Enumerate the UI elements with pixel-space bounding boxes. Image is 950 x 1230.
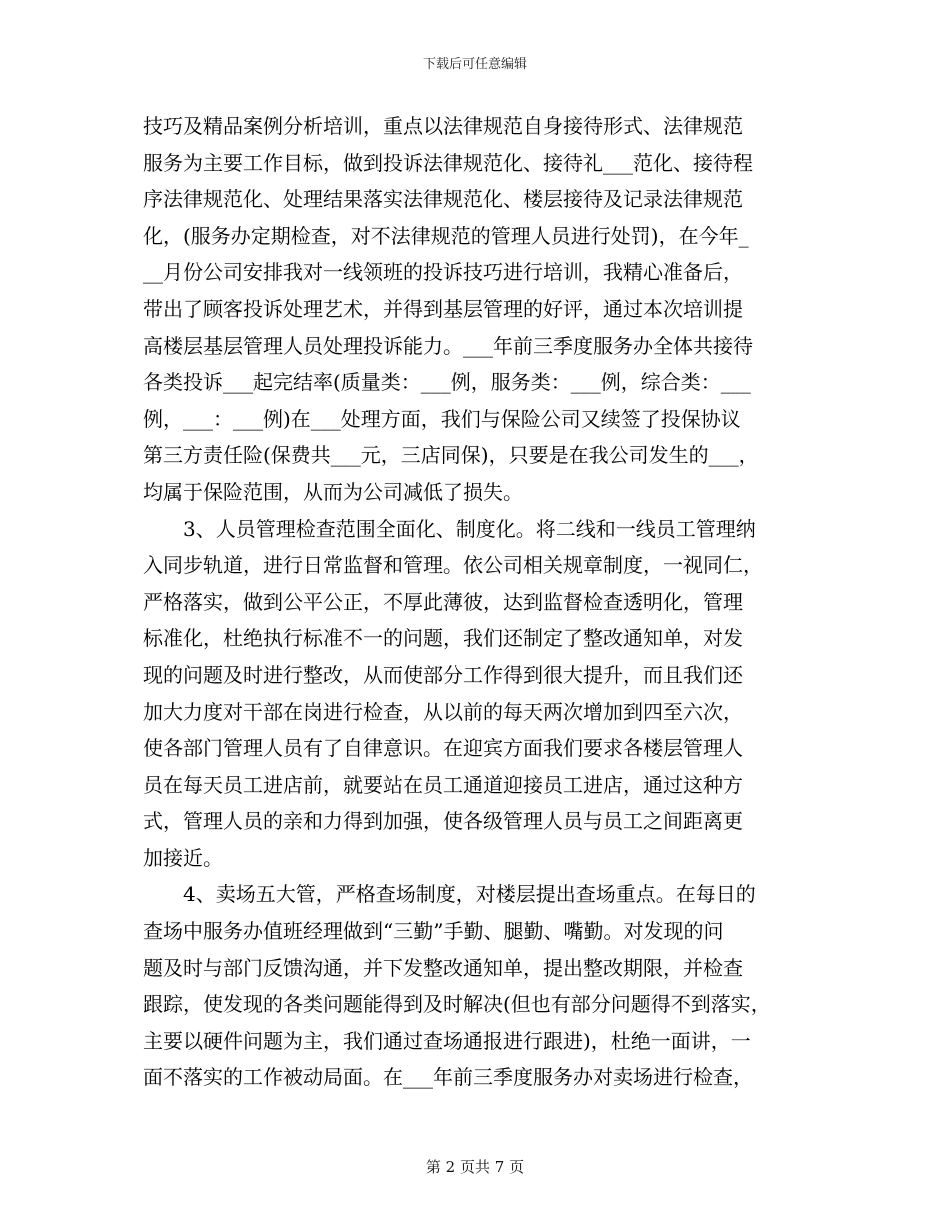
paragraph bbox=[143, 108, 808, 511]
text-line: 严格落实，做到公平公正，不厚此薄彼，达到监督检查透明化，管理 bbox=[143, 589, 743, 614]
text-line: 例，___：___例)在___处理方面，我们与保险公司又续签了投保协议 bbox=[143, 406, 741, 431]
text-line: 标准化，杜绝执行标准不一的问题，我们还制定了整改通知单，对发 bbox=[143, 626, 743, 651]
text-line: 均属于保险范围，从而为公司减低了损失。 bbox=[143, 479, 523, 504]
text-line: 式，管理人员的亲和力得到加强，使各级管理人员与员工之间距离更 bbox=[143, 809, 743, 834]
text-line: 加接近。 bbox=[143, 845, 223, 870]
page-header: 下载后可任意编辑 bbox=[422, 57, 527, 72]
text-line: 带出了顾客投诉处理艺术，并得到基层管理的好评，通过本次培训提 bbox=[143, 296, 743, 321]
page-footer: 第 2 页共 7 页 bbox=[425, 1158, 525, 1176]
text-line: 服务为主要工作目标，做到投诉法律规范化、接待礼___范化、接待程 bbox=[143, 150, 753, 175]
text-line: 题及时与部门反馈沟通，并下发整改通知单，提出整改期限，并检查 bbox=[143, 955, 743, 980]
paragraph bbox=[143, 511, 808, 877]
text-line: 使各部门管理人员有了自律意识。在迎宾方面我们要求各楼层管理人 bbox=[143, 736, 743, 761]
text-line: __月份公司安排我对一线领班的投诉技巧进行培训，我精心准备后， bbox=[143, 260, 743, 285]
text-line: 主要以硬件问题为主，我们通过查场通报进行跟进)，杜绝一面讲，一 bbox=[143, 1028, 751, 1053]
paragraph bbox=[143, 876, 808, 1096]
text-line: 技巧及精品案例分析培训，重点以法律规范自身接待形式、法律规范 bbox=[143, 114, 743, 138]
text-line: 4、卖场五大管，严格查场制度，对楼层提出查场重点。在每日的 bbox=[143, 882, 756, 907]
text-line: 化，(服务办定期检查，对不法律规范的管理人员进行处罚)，在今年_ bbox=[143, 223, 749, 248]
text-line: 现的问题及时进行整改，从而使部分工作得到很大提升，而且我们还 bbox=[143, 662, 743, 687]
text-line: 3、人员管理检查范围全面化、制度化。将二线和一线员工管理纳 bbox=[143, 516, 756, 541]
text-line: 入同步轨道，进行日常监督和管理。依公司相关规章制度，一视同仁， bbox=[143, 553, 763, 578]
document-body bbox=[143, 108, 808, 1096]
text-line: 员在每天员工进店前，就要站在员工通道迎接员工进店，通过这种方 bbox=[143, 772, 743, 797]
text-line: 面不落实的工作被动局面。在___年前三季度服务办对卖场进行检查， bbox=[143, 1065, 753, 1090]
text-line: 第三方责任险(保费共___元，三店同保)，只要是在我公司发生的___， bbox=[143, 443, 759, 468]
text-line: 序法律规范化、处理结果落实法律规范化、楼层接待及记录法律规范 bbox=[143, 187, 743, 212]
text-line: 跟踪，使发现的各类问题能得到及时解决(但也有部分问题得不到落实， bbox=[143, 992, 771, 1017]
text-line: 加大力度对干部在岗进行检查，从以前的每天两次增加到四至六次， bbox=[143, 699, 743, 724]
text-line: 高楼层基层管理人员处理投诉能力。___年前三季度服务办全体共接待 bbox=[143, 333, 753, 358]
text-line: 查场中服务办值班经理做到“三勤”手勤、腿勤、嘴勤。对发现的问 bbox=[143, 919, 724, 944]
text-line: 各类投诉___起完结率(质量类：___例，服务类：___例，综合类：___ bbox=[143, 370, 751, 395]
